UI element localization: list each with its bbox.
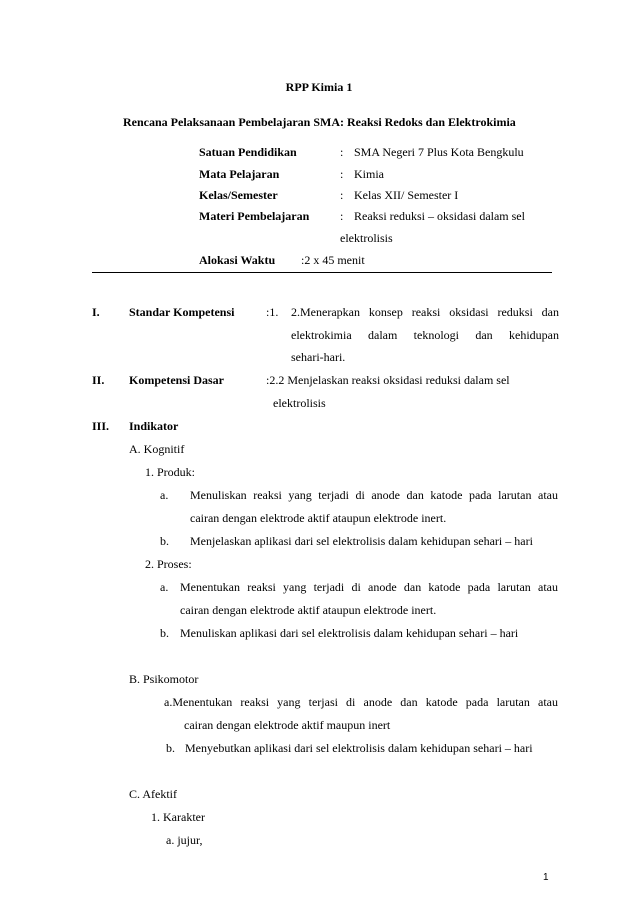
psikomotor-a-line: a.Menentukan reaksi yang terjasi di anode dan katode pada larutan atau [164,695,558,709]
produk-b-text: Menjelaskan aplikasi dari sel elektrolisis dalam kehidupan sehari – hari [190,534,533,548]
produk-a-line: cairan dengan elektrode aktif ataupun elektrode inert. [190,511,447,525]
page-number: 1 [543,872,549,883]
info-value-materi: Reaksi reduksi – oksidasi dalam sel [354,209,525,223]
proses-b-text: Menuliskan aplikasi dari sel elektrolisis dalam kehidupan sehari – hari [180,626,519,640]
produk-heading: 1. Produk: [145,465,196,479]
standar-line: elektrokimia dalam teknologi dan kehidupan [291,328,559,342]
proses-a-line: Menentukan reaksi yang terjadi di anode dan katode pada larutan atau [180,580,558,594]
info-label-mapel: Mata Pelajaran [199,167,280,181]
list-marker: a. [160,580,169,594]
info-colon: : [340,167,344,181]
info-colon: : [340,209,344,223]
document-subtitle: Rencana Pelaksanaan Pembelajaran SMA: Reaksi Redoks dan Elektrokimia [123,115,516,129]
psikomotor-b-text: Menyebutkan aplikasi dari sel elektrolisis dalam kehidupan sehari – hari [185,741,533,755]
info-label-kelas: Kelas/Semester [199,188,278,202]
psikomotor-heading: B. Psikomotor [129,672,199,686]
list-marker: b. [166,741,175,755]
kognitif-heading: A. Kognitif [129,442,185,456]
alokasi-value: :2 x 45 menit [301,253,365,267]
section-number: III. [92,419,110,433]
alokasi-label: Alokasi Waktu [199,253,276,267]
list-marker: b. [160,626,169,640]
produk-a-line: Menuliskan reaksi yang terjadi di anode dan katode pada larutan atau [190,488,558,502]
info-value-satuan: SMA Negeri 7 Plus Kota Bengkulu [354,145,524,159]
section-label-indikator: Indikator [129,419,179,433]
standar-line: sehari-hari. [291,350,346,364]
info-value-mapel: Kimia [354,167,384,181]
psikomotor-a-line: cairan dengan elektrode aktif maupun inert [184,718,391,732]
info-label-materi: Materi Pembelajaran [199,209,310,223]
info-value-materi-cont: elektrolisis [340,231,393,245]
list-marker: b. [160,534,169,548]
section-label-standar: Standar Kompetensi [129,305,235,319]
karakter-a-text: a. jujur, [166,833,203,847]
info-colon: : [340,188,344,202]
proses-heading: 2. Proses: [145,557,192,571]
list-marker: a. [160,488,169,502]
kompetensi-line: :2.2 Menjelaskan reaksi oksidasi reduksi dalam sel [266,373,510,387]
section-number: II. [92,373,105,387]
info-colon: : [340,145,344,159]
info-label-satuan: Satuan Pendidikan [199,145,297,159]
info-value-kelas: Kelas XII/ Semester I [354,188,459,202]
document-title: RPP Kimia 1 [285,80,353,94]
karakter-heading: 1. Karakter [151,810,205,824]
proses-a-line: cairan dengan elektrode aktif ataupun elektrode inert. [180,603,437,617]
section-label-kompetensi: Kompetensi Dasar [129,373,224,387]
section-number: I. [92,305,100,319]
kompetensi-line: elektrolisis [273,396,326,410]
separator-line [92,272,552,273]
standar-colon: :1. [266,305,279,319]
afektif-heading: C. Afektif [129,787,177,801]
standar-line: 2.Menerapkan konsep reaksi oksidasi reduksi dan [291,305,559,319]
